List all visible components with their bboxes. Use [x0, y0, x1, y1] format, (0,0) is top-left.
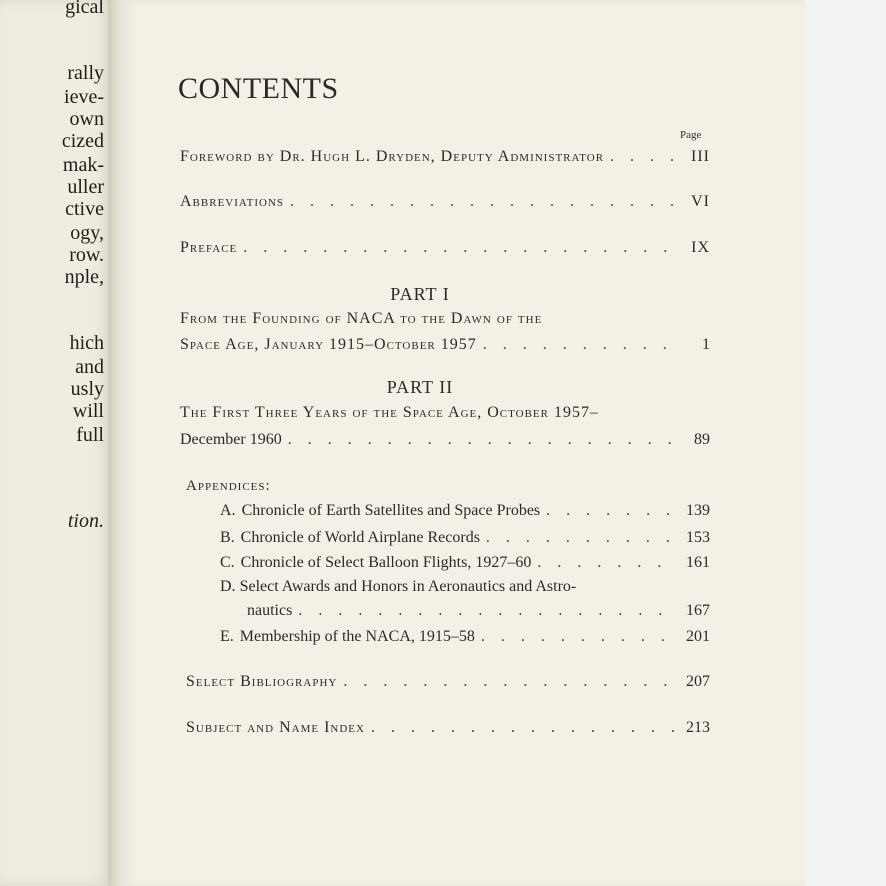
toc-entry-page: 89: [694, 431, 710, 448]
appendix-letter: B.: [220, 529, 235, 546]
part-heading: PART I: [390, 284, 450, 304]
appendix-page: 139: [686, 502, 710, 519]
toc-entry-page: 213: [686, 719, 710, 736]
toc-entry-page: VI: [691, 193, 710, 210]
appendix-page: 167: [686, 602, 710, 619]
left-text-line: row.: [69, 244, 104, 266]
appendix-entry: [220, 496, 710, 520]
appendix-entry: [247, 596, 710, 620]
toc-entry-part-1: [180, 330, 710, 354]
left-text-line: ctive: [65, 198, 104, 220]
toc-entry-foreword: [180, 142, 710, 166]
appendix-letter: D.: [220, 578, 236, 595]
dot-leader: [546, 502, 674, 520]
toc-entry-page: 1: [702, 336, 710, 353]
left-text-line: ogy,: [70, 222, 104, 244]
left-text-line: full: [76, 424, 104, 446]
part-title-line: From the Founding of NACA to the Dawn of the: [180, 310, 543, 327]
left-text-line: own: [69, 108, 104, 130]
appendix-letter: C.: [220, 554, 235, 571]
left-text-line: will: [72, 400, 104, 422]
appendix-letter: E.: [220, 628, 234, 645]
appendix-title: Chronicle of World Airplane Records: [240, 529, 480, 546]
appendix-title: Chronicle of Earth Satellites and Space Probes: [241, 502, 541, 519]
appendix-page: 161: [686, 554, 710, 571]
background: [805, 0, 886, 886]
toc-entry-abbreviations: [180, 187, 710, 211]
dot-leader: [288, 431, 674, 449]
toc-entry-index: [186, 713, 710, 737]
appendix-entry: [220, 523, 710, 547]
toc-entry-page: 207: [686, 673, 710, 690]
dot-leader: [371, 719, 674, 737]
toc-entry-preface: [180, 233, 710, 257]
dot-leader: [298, 602, 674, 620]
appendices-heading: Appendices:: [186, 478, 271, 494]
page-column-header: Page: [680, 129, 702, 141]
toc-entry-label: December 1960: [180, 431, 282, 448]
appendix-title: Chronicle of Select Balloon Flights, 1927–60: [240, 554, 532, 571]
left-text-line: mak-: [62, 154, 104, 176]
toc-entry-label: Abbreviations: [180, 193, 285, 210]
dot-leader: [290, 193, 674, 211]
dot-leader: [486, 529, 674, 547]
page-title: CONTENTS: [178, 72, 339, 105]
left-text-line: cized: [61, 130, 104, 152]
left-text-line: rally: [67, 62, 104, 84]
left-text-line: ieve-: [64, 86, 104, 108]
part-heading: PART II: [386, 377, 454, 397]
toc-entry-label: Preface: [180, 239, 238, 256]
left-text-line: tion.: [67, 510, 104, 532]
dot-leader: [537, 554, 674, 572]
dot-leader: [483, 336, 674, 354]
left-page: [0, 0, 112, 886]
toc-entry-page: III: [691, 148, 710, 165]
dot-leader: [243, 239, 674, 257]
appendix-title: Membership of the NACA, 1915–58: [239, 628, 475, 645]
toc-entry-label: Select Bibliography: [186, 673, 338, 690]
appendix-entry: [220, 548, 710, 572]
left-text-line: nple,: [64, 266, 104, 288]
appendix-entry: [220, 622, 710, 646]
appendix-letter: A.: [220, 502, 236, 519]
dot-leader: [343, 673, 674, 691]
appendix-entry-d-line1: [220, 578, 576, 596]
left-text-line: gical: [65, 0, 104, 18]
toc-entry-label: Foreword by Dr. Hugh L. Dryden, Deputy Administrator: [180, 148, 605, 165]
left-text-line: uller: [67, 176, 104, 198]
appendix-page: 201: [686, 628, 710, 645]
part-title-line: The First Three Years of the Space Age, October 1957–: [180, 404, 599, 421]
left-text-line: and: [75, 356, 104, 378]
toc-entry-bibliography: [186, 667, 710, 691]
toc-entry-label: Subject and Name Index: [186, 719, 365, 736]
left-text-line: hich: [69, 332, 104, 354]
dot-leader: [610, 148, 674, 166]
appendix-page: 153: [686, 529, 710, 546]
toc-entry-label: Space Age, January 1915–October 1957: [180, 336, 477, 353]
appendix-title: Select Awards and Honors in Aeronautics and Astro-: [239, 578, 577, 595]
toc-entry-page: IX: [691, 239, 710, 256]
dot-leader: [481, 628, 674, 646]
appendix-title-continued: nautics: [247, 602, 293, 619]
toc-entry-part-2: [180, 425, 710, 449]
left-text-line: usly: [70, 378, 104, 400]
